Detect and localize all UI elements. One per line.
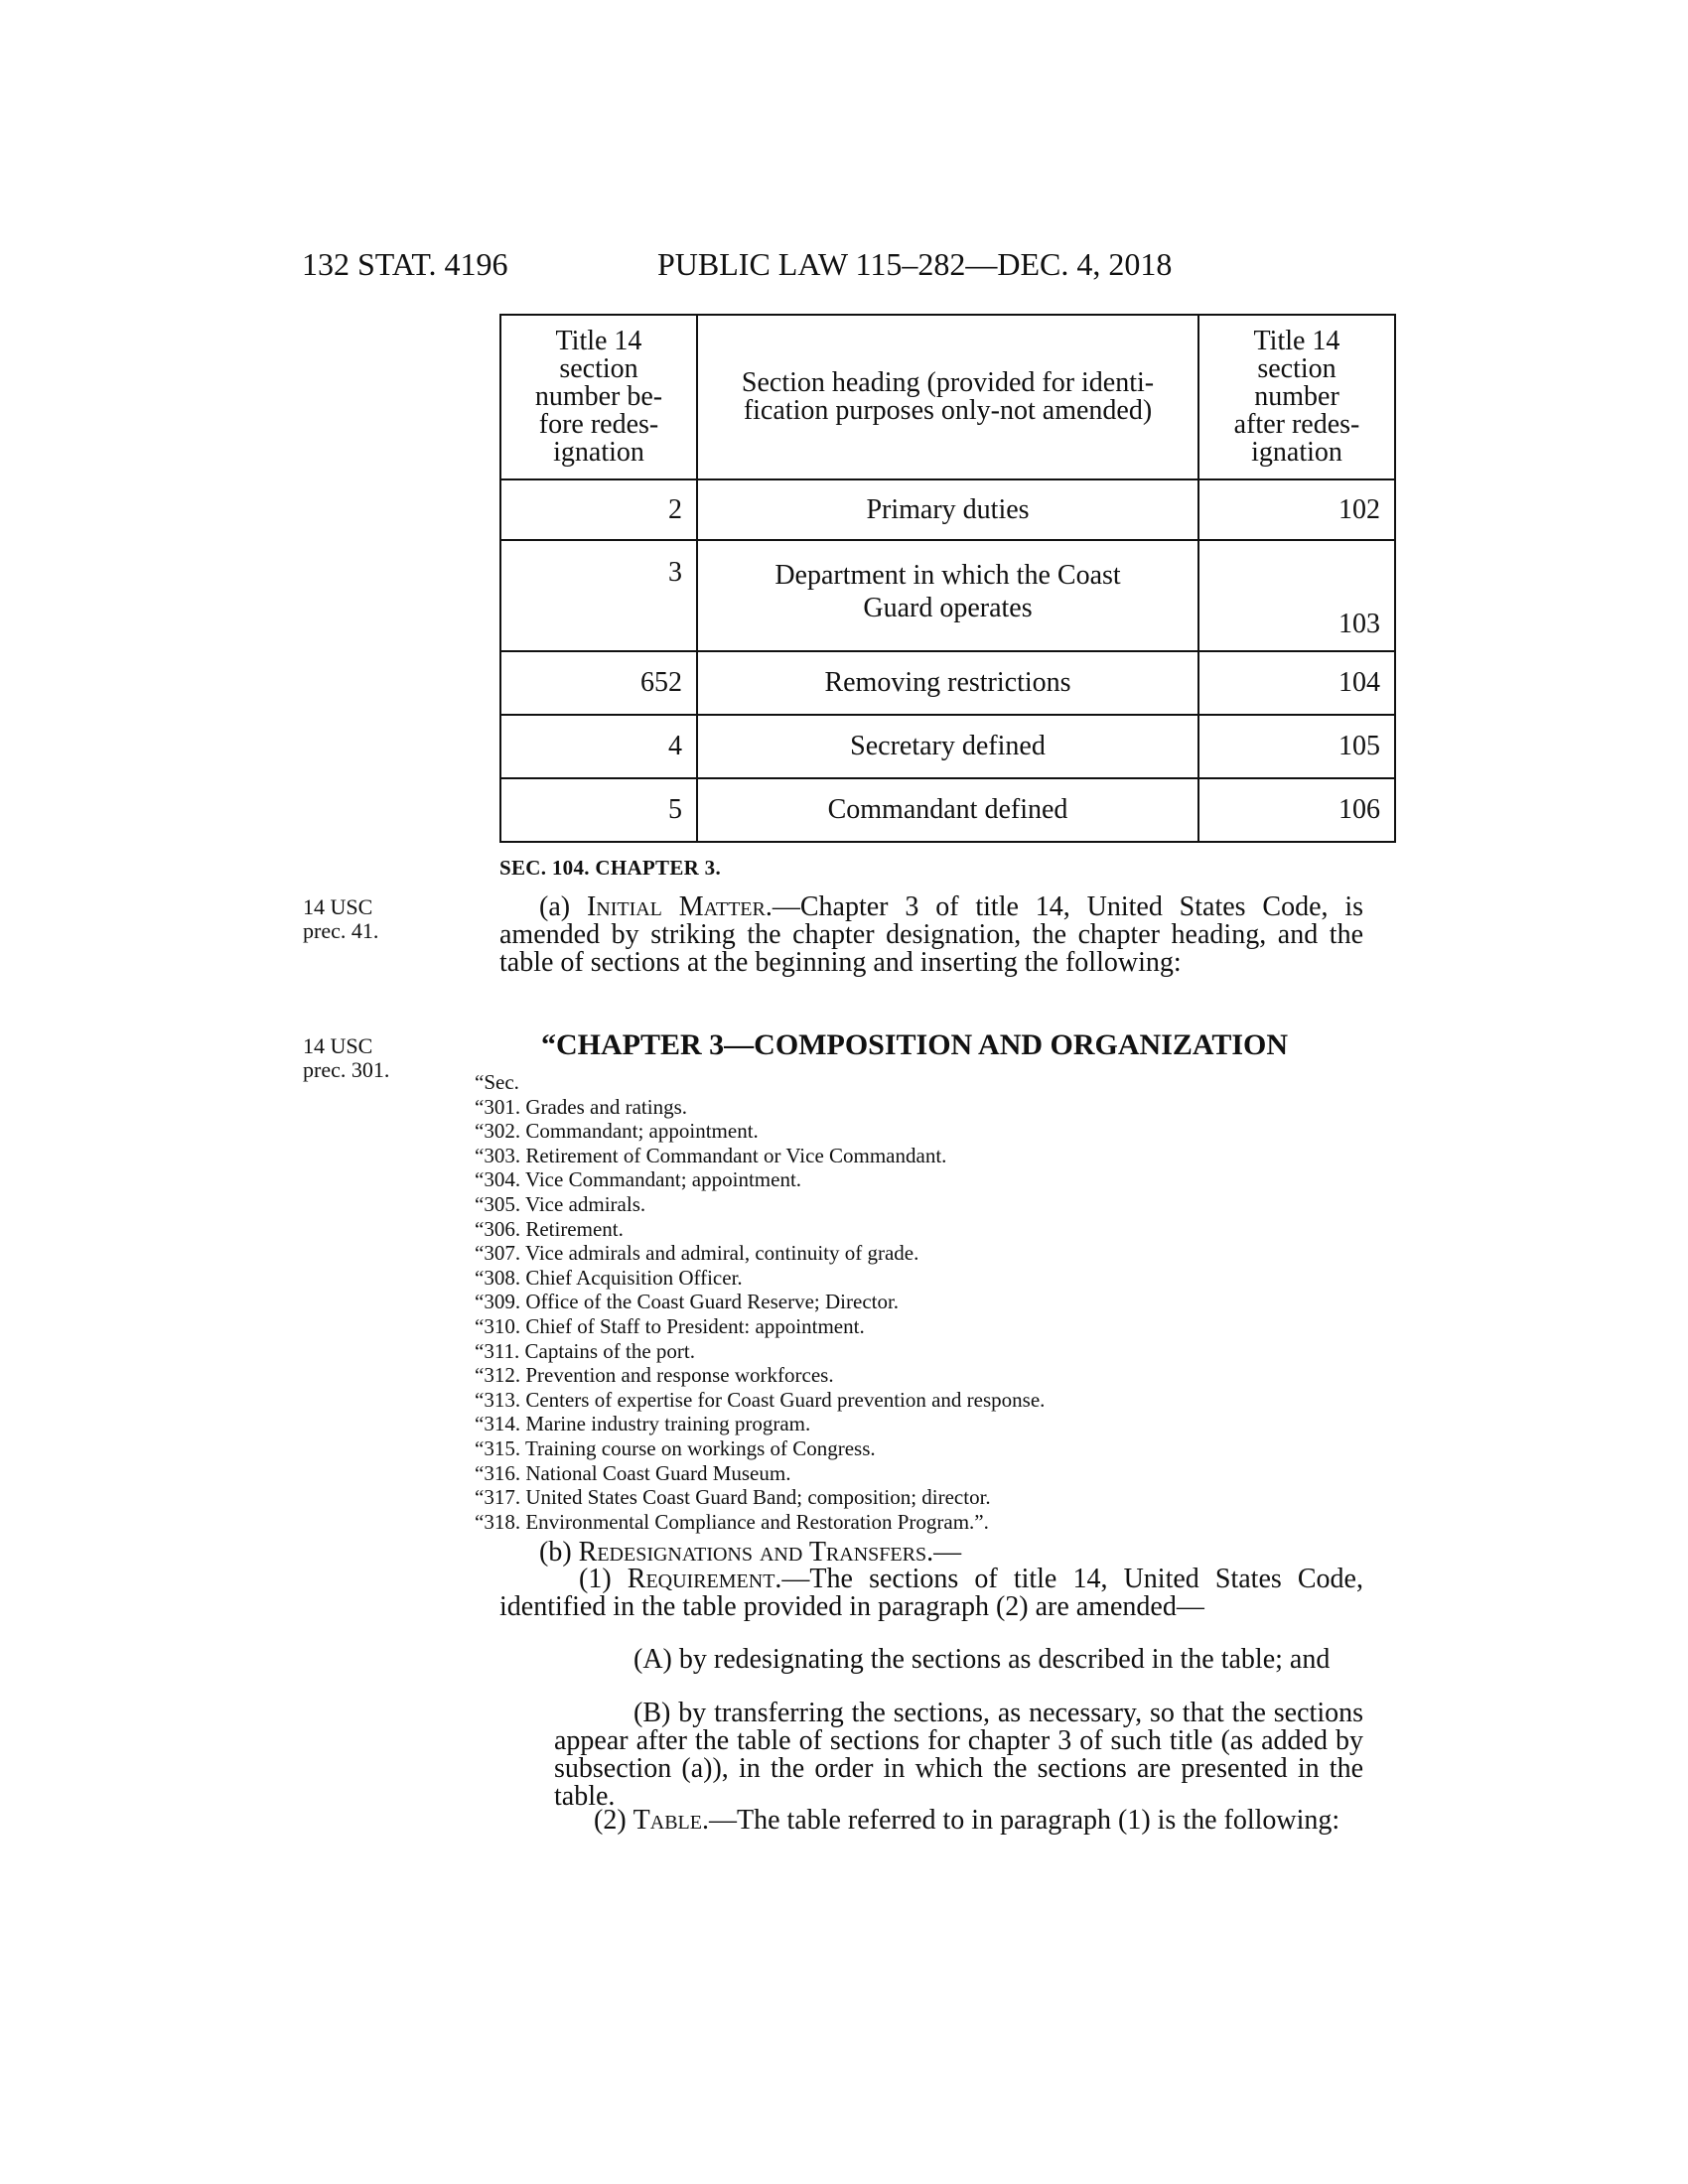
subsection-text: .—Chapter 3 of title 14, United States Code, is amended by striking the chapter designation, the chapter heading, and the table of sections at the beginning and inserting the following: <box>499 891 1364 978</box>
toc-entry: “310. Chief of Staff to President: appointment. <box>475 1313 865 1338</box>
toc-entry: “Sec. <box>475 1070 519 1094</box>
toc-entry: “303. Retirement of Commandant or Vice Commandant. <box>475 1143 947 1167</box>
cell-after: 103 <box>1198 540 1395 651</box>
cell-before: 2 <box>500 479 697 540</box>
redesignation-table <box>499 314 1396 843</box>
subsection-label: (a) <box>539 891 587 922</box>
toc-entry: “307. Vice admirals and admiral, continuity of grade. <box>475 1241 919 1266</box>
cell-after: 104 <box>1198 651 1395 715</box>
margin-note-line: 14 USC <box>303 894 373 919</box>
header-text: number be- <box>534 381 663 412</box>
heading-line: Department in which the Coast <box>774 560 1121 591</box>
subsection-caption: Redesignations and Transfers <box>578 1537 927 1568</box>
paragraph-label: (2) <box>594 1805 633 1836</box>
header-text: section <box>559 353 638 384</box>
toc-entry: “318. Environmental Compliance and Restoration Program.”. <box>475 1509 989 1534</box>
header-text: section <box>1257 353 1336 384</box>
cell-heading <box>697 540 1198 651</box>
table-header-row <box>500 315 1395 479</box>
cell-before: 4 <box>500 715 697 778</box>
subsection-label: (b) <box>539 1537 579 1568</box>
cell-after: 106 <box>1198 778 1395 842</box>
paragraph-caption: Requirement <box>627 1564 775 1594</box>
paragraph-1 <box>499 1566 1363 1621</box>
cell-heading: Commandant defined <box>697 778 1198 842</box>
toc-entry: “305. Vice admirals. <box>475 1191 646 1216</box>
subparagraph-b: (B) by transferring the sections, as necessary, so that the sections appear after the table of sections for chapter 3 of such title (as added by subsection (a)), in the order in which the sections are presented in the table. <box>554 1698 1363 1812</box>
header-text: Title 14 <box>1253 326 1340 356</box>
paragraph-text: .—The table referred to in paragraph (1) is the following: <box>701 1805 1340 1836</box>
section-heading: SEC. 104. CHAPTER 3. <box>499 856 722 880</box>
toc-entry: “304. Vice Commandant; appointment. <box>475 1167 802 1192</box>
header-text: fication purposes only-not amended) <box>743 395 1153 426</box>
paragraph-caption: Table <box>633 1805 702 1836</box>
cell-before: 5 <box>500 778 697 842</box>
margin-note <box>303 1034 389 1082</box>
subparagraph-a: (A) by redesignating the sections as described in the table; and <box>633 1644 1331 1675</box>
subsection-text: .— <box>926 1537 962 1568</box>
paragraph-2 <box>554 1807 1363 1835</box>
cell-heading: Primary duties <box>697 479 1198 540</box>
toc-entry: “311. Captains of the port. <box>475 1338 696 1363</box>
header-text: fore redes- <box>538 409 659 440</box>
header-text: ignation <box>1251 437 1342 468</box>
table-of-sections <box>475 1070 1045 1534</box>
cell-after: 105 <box>1198 715 1395 778</box>
toc-entry: “306. Retirement. <box>475 1216 624 1241</box>
toc-entry: “316. National Coast Guard Museum. <box>475 1460 791 1485</box>
cell-heading: Removing restrictions <box>697 651 1198 715</box>
toc-entry: “309. Office of the Coast Guard Reserve; Director. <box>475 1290 900 1314</box>
stat-reference: 132 STAT. 4196 <box>302 246 508 282</box>
toc-entry: “302. Commandant; appointment. <box>475 1119 759 1144</box>
margin-note-line: prec. 41. <box>303 918 379 943</box>
header-text: number <box>1254 381 1339 412</box>
table-row <box>500 540 1395 651</box>
toc-entry: “308. Chief Acquisition Officer. <box>475 1265 743 1290</box>
header-after <box>1198 315 1395 479</box>
header-text: ignation <box>553 437 644 468</box>
paragraph-label: (1) <box>579 1564 628 1594</box>
subsection-b <box>499 1539 1363 1567</box>
header-before <box>500 315 697 479</box>
toc-entry: “315. Training course on workings of Congress. <box>475 1435 876 1460</box>
subsection-a <box>499 893 1363 977</box>
header-heading <box>697 315 1198 479</box>
table-row <box>500 715 1395 778</box>
table-row <box>500 778 1395 842</box>
cell-after: 102 <box>1198 479 1395 540</box>
margin-note-line: 14 USC <box>303 1033 373 1058</box>
header-text: Title 14 <box>555 326 642 356</box>
cell-heading: Secretary defined <box>697 715 1198 778</box>
chapter-title: “CHAPTER 3—COMPOSITION AND ORGANIZATION <box>541 1028 1289 1061</box>
public-law-header: PUBLIC LAW 115–282—DEC. 4, 2018 <box>657 246 1173 282</box>
toc-entry: “314. Marine industry training program. <box>475 1412 811 1436</box>
heading-line: Guard operates <box>863 593 1033 623</box>
table-row <box>500 651 1395 715</box>
table-row <box>500 479 1395 540</box>
margin-note <box>303 895 378 943</box>
subsection-caption: Initial Matter <box>586 891 766 922</box>
cell-before: 3 <box>500 540 697 651</box>
paragraph-text: .—The sections of title 14, United States Code, identified in the table provided in paragraph (2) are amended— <box>499 1564 1363 1622</box>
header-text: after redes- <box>1233 409 1360 440</box>
toc-entry: “313. Centers of expertise for Coast Guard prevention and response. <box>475 1387 1046 1412</box>
margin-note-line: prec. 301. <box>303 1057 390 1082</box>
cell-before: 652 <box>500 651 697 715</box>
toc-entry: “317. United States Coast Guard Band; composition; director. <box>475 1485 991 1510</box>
toc-entry: “312. Prevention and response workforces. <box>475 1363 834 1388</box>
toc-entry: “301. Grades and ratings. <box>475 1094 688 1119</box>
header-text: Section heading (provided for identi- <box>741 367 1155 398</box>
